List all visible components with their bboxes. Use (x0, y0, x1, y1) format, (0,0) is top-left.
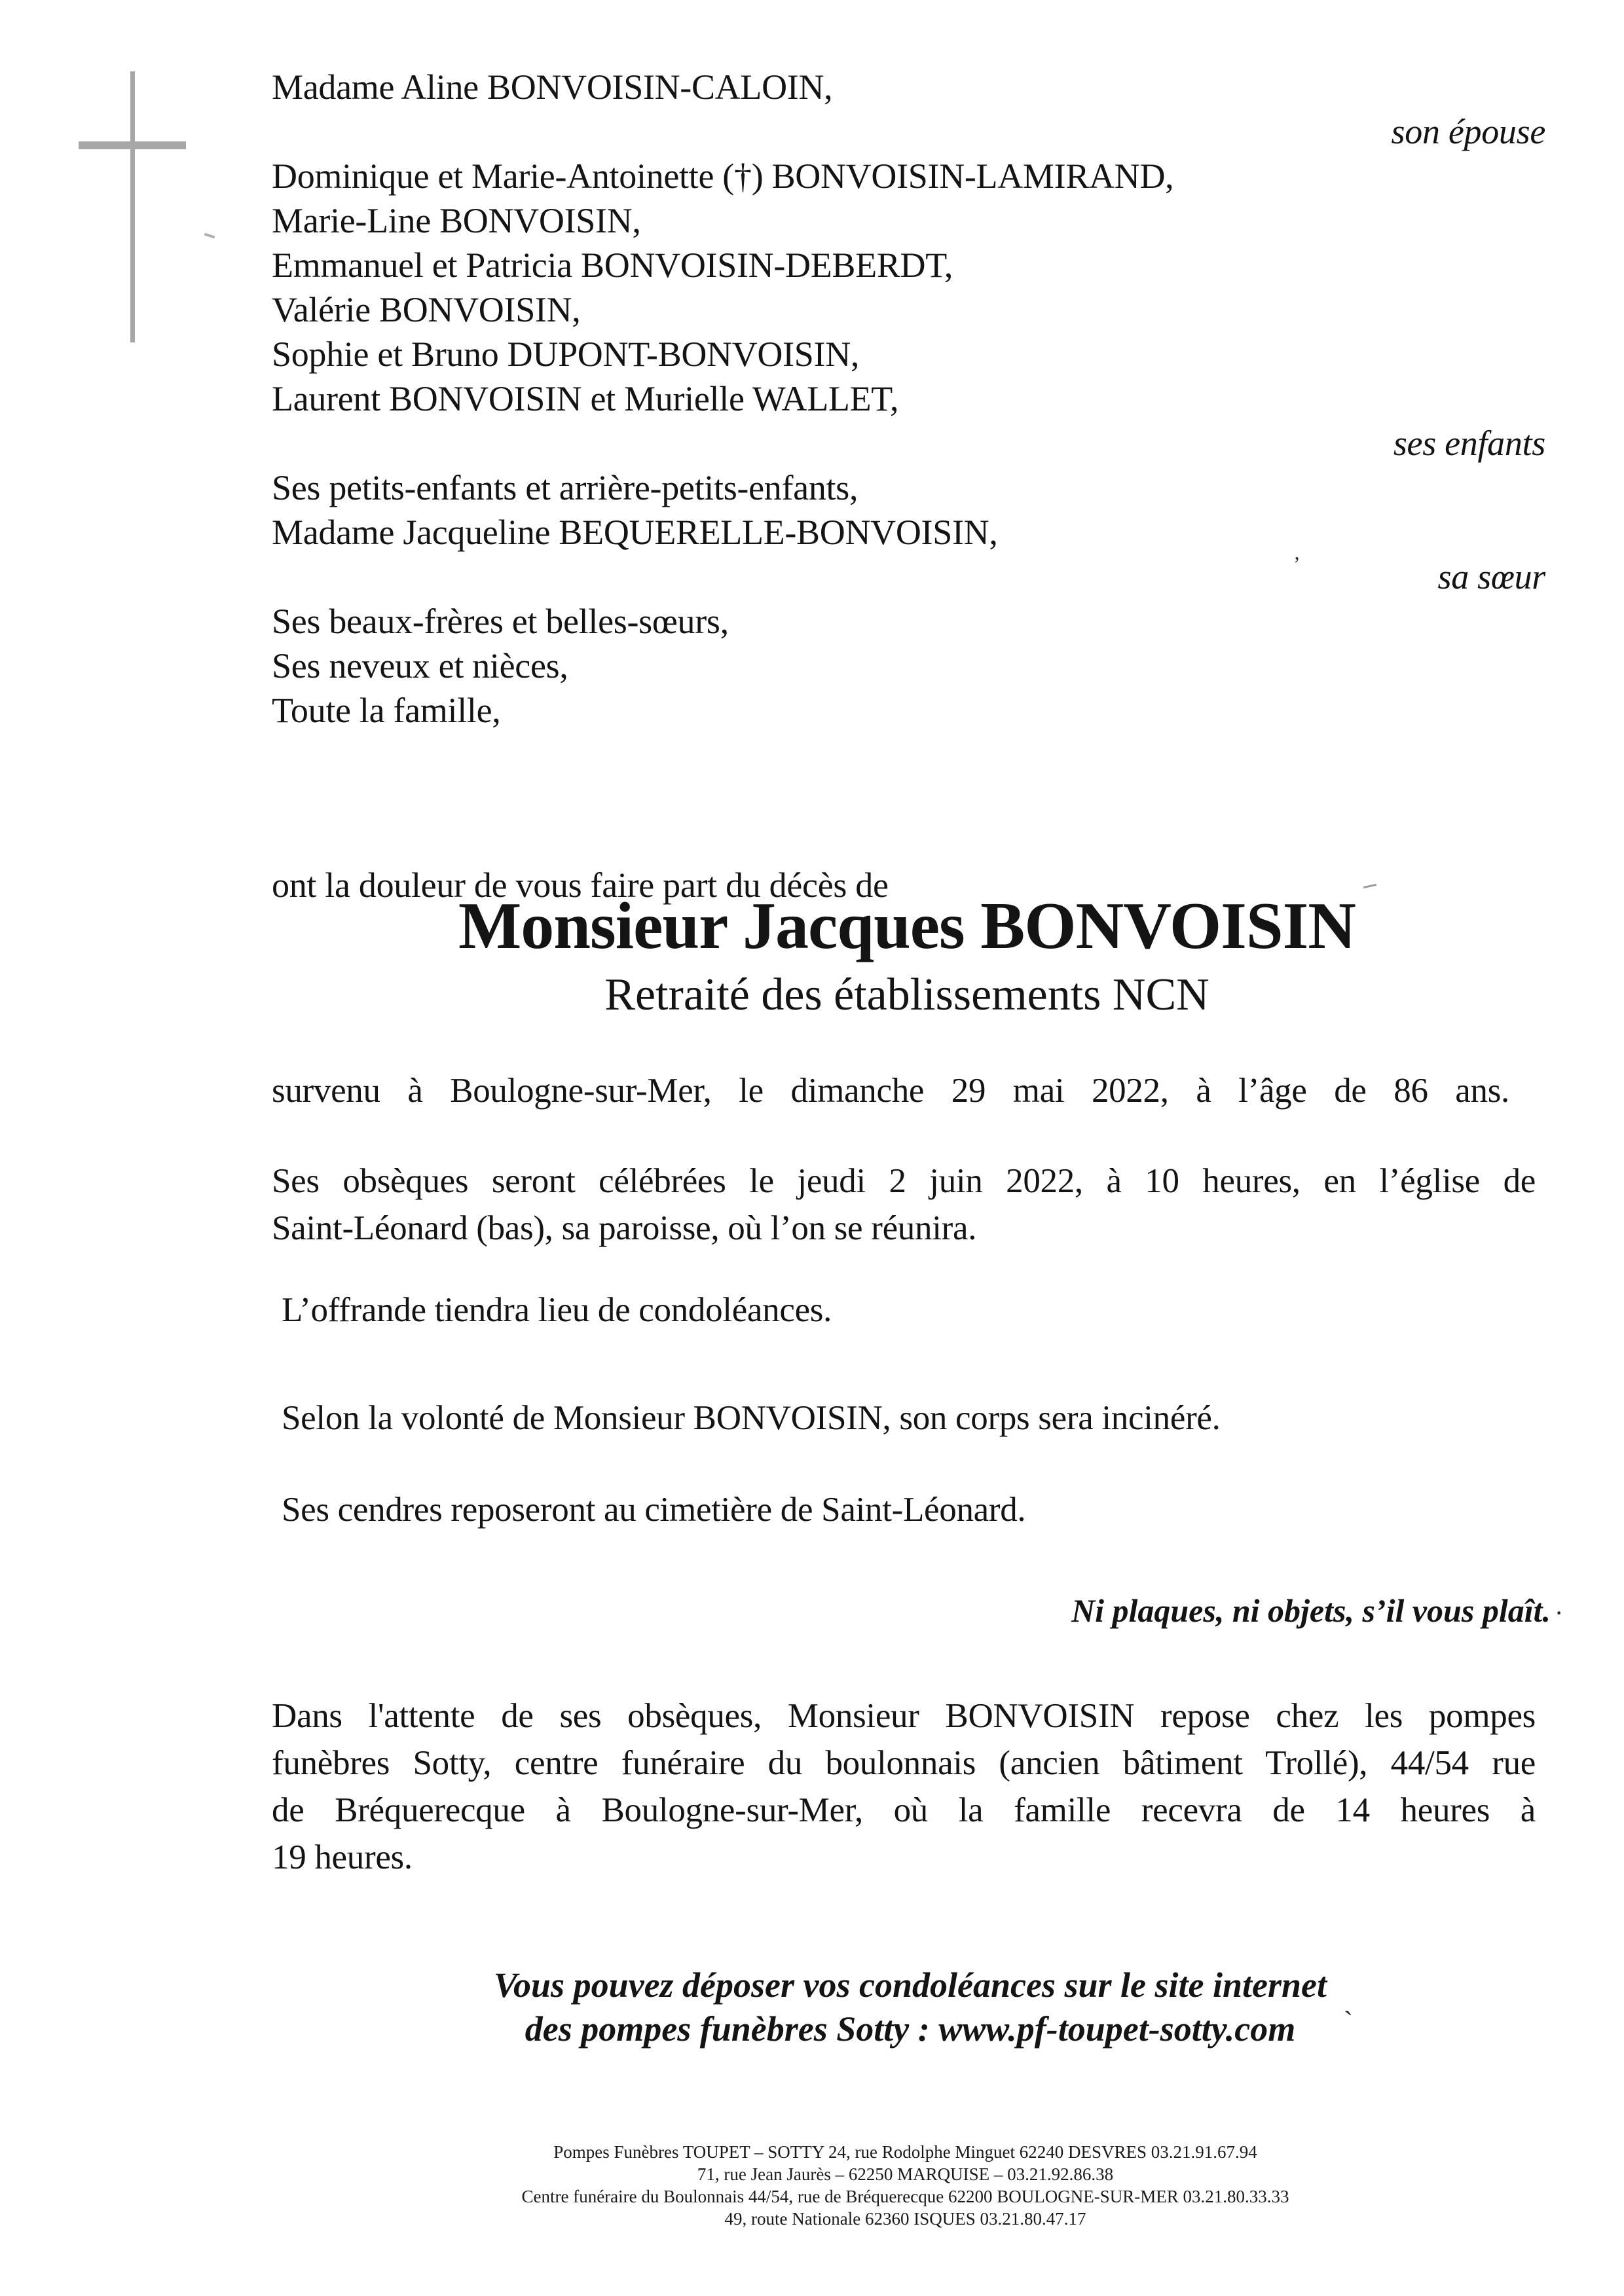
nephews-nieces-line: Ses neveux et nièces, (272, 646, 568, 685)
deceased-title: Retraité des établissements NCN (604, 970, 1209, 1020)
offering-line: L’offrande tiendra lieu de condoléances. (282, 1291, 832, 1329)
ceremony-line-2: Saint-Léonard (bas), sa paroisse, où l’on se réunira. (272, 1209, 977, 1247)
repose-line-2: funèbres Sotty, centre funéraire du boulonnais (ancien bâtiment Trollé), 44/54 rue (272, 1744, 1536, 1782)
scan-speck-quote: ’ (1293, 552, 1301, 575)
scan-speck-dash (1363, 884, 1376, 888)
repose-line-1: Dans l'attente de ses obsèques, Monsieur BONVOISIN repose chez les pompes (272, 1697, 1536, 1735)
child-line-5: Sophie et Bruno DUPONT-BONVOISIN, (272, 335, 860, 374)
deceased-name: Monsieur Jacques BONVOISIN (458, 889, 1356, 963)
child-line-4: Valérie BONVOISIN, (272, 290, 581, 329)
scan-speck-tick: ` (1344, 2007, 1353, 2037)
relation-label-children: ses enfants (1393, 424, 1545, 463)
condolences-website-line-2: des pompes funèbres Sotty : www.pf-toupet-sotty.com (525, 2009, 1296, 2049)
child-line-6: Laurent BONVOISIN et Murielle WALLET, (272, 379, 899, 418)
death-details-line: survenu à Boulogne-sur-Mer, le dimanche 29 mai 2022, à l’âge de 86 ans. (272, 1072, 1509, 1110)
cross-horizontal-bar (79, 141, 186, 149)
relation-label-wife: son épouse (1391, 112, 1545, 151)
condolences-website-line-1: Vous pouvez déposer vos condoléances sur le site internet (493, 1965, 1327, 2005)
child-line-3: Emmanuel et Patricia BONVOISIN-DEBERDT, (272, 246, 953, 285)
ceremony-line-1: Ses obsèques seront célébrées le jeudi 2 juin 2022, à 10 heures, en l’église de (272, 1162, 1536, 1200)
scan-speck-squiggle (204, 233, 215, 239)
relation-label-sister: sa sœur (1437, 557, 1545, 596)
grandchildren-line: Ses petits-enfants et arrière-petits-enfants, (272, 468, 858, 507)
footer-address-line-4: 49, route Nationale 62360 ISQUES 03.21.80.47.17 (724, 2209, 1086, 2229)
scan-speck-dot: · (1555, 1598, 1564, 1628)
child-line-2: Marie-Line BONVOISIN, (272, 201, 641, 240)
repose-line-4: 19 heures. (272, 1838, 413, 1876)
inlaws-line: Ses beaux-frères et belles-sœurs, (272, 602, 729, 641)
sister-line: Madame Jacqueline BEQUERELLE-BONVOISIN, (272, 513, 998, 552)
wife-line: Madame Aline BONVOISIN-CALOIN, (272, 67, 833, 107)
funeral-home-footer (272, 2141, 1539, 2230)
announcement-intro: ont la douleur de vous faire part du décès de (272, 866, 889, 905)
child-line-1: Dominique et Marie-Antoinette (†) BONVOISIN-LAMIRAND, (272, 156, 1174, 196)
repose-line-3: de Bréquerecque à Boulogne-sur-Mer, où la famille recevra de 14 heures à (272, 1791, 1536, 1829)
footer-address-line-2: 71, rue Jean Jaurès – 62250 MARQUISE – 03.21.92.86.38 (697, 2164, 1114, 2184)
no-plaques-request: Ni plaques, ni objets, s’il vous plaît. (1071, 1592, 1551, 1629)
cross-vertical-bar (130, 71, 135, 342)
cremation-line: Selon la volonté de Monsieur BONVOISIN, son corps sera incinéré. (282, 1399, 1221, 1437)
footer-address-line-3: Centre funéraire du Boulonnais 44/54, rue de Bréquerecque 62200 BOULOGNE-SUR-MER 03.21.80.33.33 (521, 2187, 1289, 2206)
whole-family-line: Toute la famille, (272, 691, 501, 730)
footer-address-line-1: Pompes Funèbres TOUPET – SOTTY 24, rue Rodolphe Minguet 62240 DESVRES 03.21.91.67.94 (553, 2142, 1257, 2162)
ashes-line: Ses cendres reposeront au cimetière de Saint-Léonard. (282, 1491, 1026, 1529)
